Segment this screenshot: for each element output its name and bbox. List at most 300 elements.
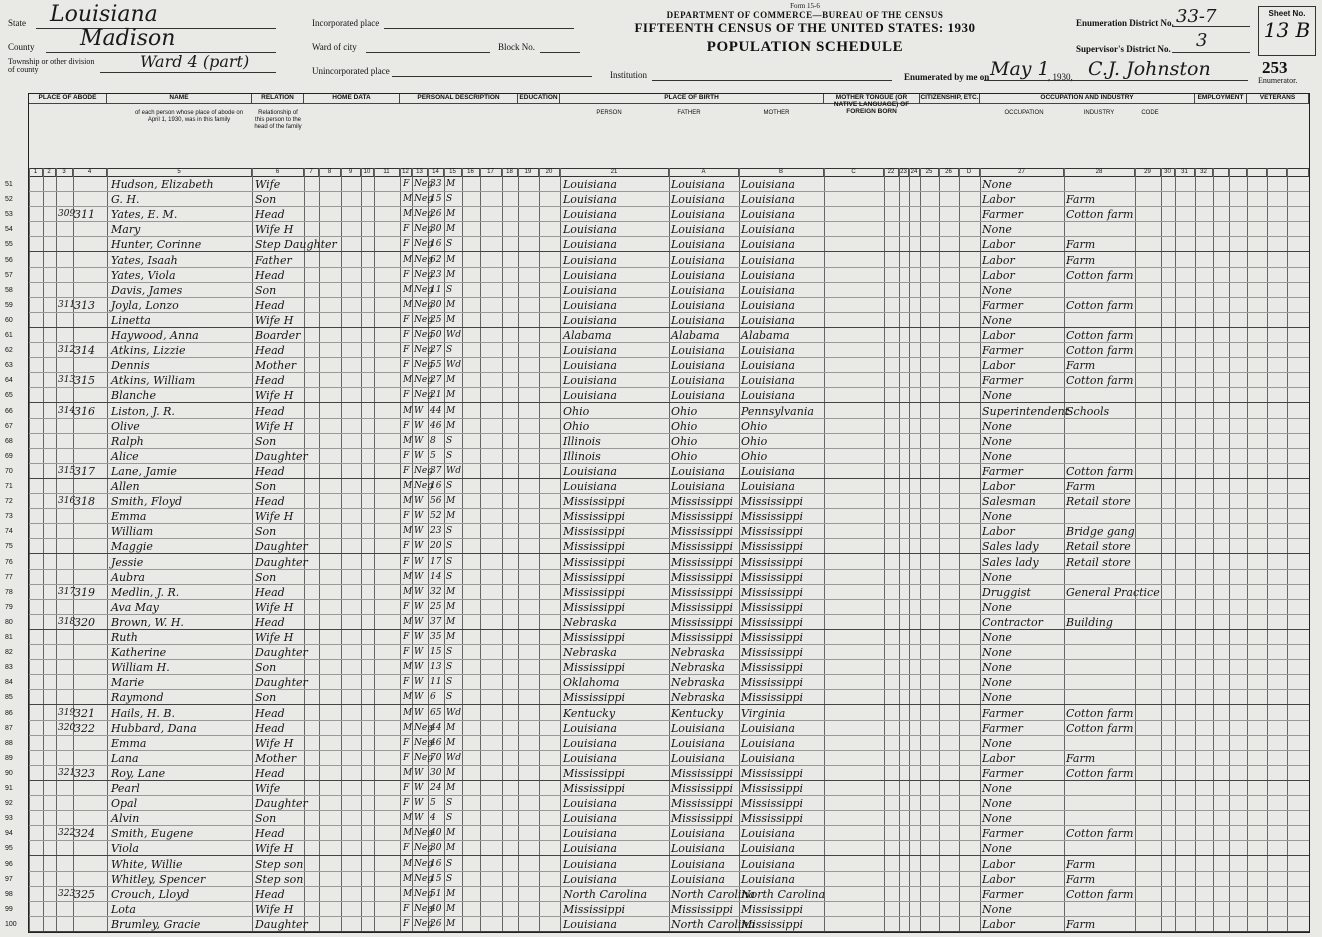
industry: Cotton farm — [1066, 298, 1134, 312]
occupation: Labor — [982, 329, 1015, 342]
person-name: Marie — [111, 676, 145, 690]
table-row — [5, 887, 1309, 902]
race: W — [414, 450, 424, 461]
column-group-header: VETERANS — [1247, 94, 1309, 104]
sex: M — [403, 526, 413, 537]
column-subheader-occupation: OCCUPATION — [1004, 110, 1044, 116]
age: 15 — [430, 873, 442, 884]
ward-label: Ward of city — [312, 42, 357, 52]
age: 62 — [430, 254, 442, 265]
marital-status: M — [446, 511, 456, 522]
birthplace-father: Louisiana — [671, 359, 725, 373]
birthplace-mother: Louisiana — [741, 721, 795, 735]
dwelling-number: 314 — [58, 405, 76, 416]
column-number: 16 — [462, 168, 480, 177]
person-name: White, Willie — [111, 857, 183, 871]
birthplace-father: Louisiana — [671, 872, 725, 886]
dwelling-number: 315 — [58, 465, 76, 476]
sex: F — [403, 465, 410, 476]
industry — [1066, 222, 1134, 237]
person-name: Yates, E. M. — [111, 208, 178, 222]
dwelling-number — [58, 253, 73, 268]
line-number: 64 — [5, 377, 13, 385]
industry: Cotton farm — [1066, 268, 1134, 282]
person-name: Maggie — [111, 540, 153, 554]
birthplace-father: Mississippi — [671, 600, 733, 614]
marital-status: M — [446, 722, 456, 733]
industry — [1066, 796, 1134, 811]
birthplace-father: Louisiana — [671, 223, 725, 237]
race: W — [414, 586, 424, 597]
sex: M — [403, 435, 413, 446]
birthplace-mother: Mississippi — [741, 646, 803, 660]
marital-status: Wd — [446, 707, 462, 718]
table-row — [5, 509, 1309, 524]
occupation: None — [982, 223, 1012, 237]
sex: M — [403, 722, 413, 733]
line-number: 71 — [5, 483, 13, 490]
race: W — [414, 707, 424, 718]
birthplace-person: Mississippi — [563, 540, 625, 554]
age: 44 — [430, 405, 442, 416]
age: 30 — [430, 843, 442, 854]
enum-district-line — [1172, 12, 1250, 27]
birthplace-mother: North Carolina — [741, 887, 826, 901]
birthplace-mother: Mississippi — [741, 525, 803, 539]
birthplace-mother: Mississippi — [741, 691, 803, 705]
dwelling-number — [58, 751, 73, 766]
occupation: None — [982, 283, 1012, 297]
line-number: 70 — [5, 467, 13, 475]
birthplace-person: Louisiana — [563, 193, 617, 207]
birthplace-person: Louisiana — [563, 223, 617, 237]
table-row — [5, 388, 1309, 403]
birthplace-mother: Louisiana — [741, 751, 795, 765]
line-number: 88 — [5, 739, 13, 747]
person-name: Mary — [111, 223, 141, 237]
birthplace-person: Louisiana — [563, 827, 617, 841]
occupation: Druggist — [982, 585, 1031, 599]
family-number — [74, 449, 107, 464]
age: 23 — [430, 269, 442, 280]
column-number: B — [739, 168, 824, 177]
marital-status: M — [446, 390, 456, 401]
enumerated-date: May 1 — [990, 58, 1050, 80]
family-number — [74, 268, 107, 283]
relation: Boarder — [255, 329, 301, 342]
sex: F — [403, 541, 410, 552]
occupation: Labor — [982, 525, 1015, 539]
marital-status: S — [446, 450, 453, 461]
dwelling-number — [58, 539, 73, 554]
table-row — [5, 479, 1309, 494]
birthplace-person: Louisiana — [563, 480, 617, 493]
race: W — [414, 662, 424, 673]
family-number — [74, 751, 107, 766]
column-number: A — [669, 168, 739, 177]
dwelling-number — [58, 388, 73, 403]
relation: Head — [255, 298, 285, 312]
family-number — [74, 283, 107, 298]
sex: M — [403, 692, 413, 703]
birthplace-father: Louisiana — [671, 389, 725, 403]
column-group-header: MOTHER TONGUE (OR NATIVE LANGUAGE) OF FOREIGN BORN — [824, 94, 920, 104]
race: Neg — [414, 194, 433, 205]
relation: Head — [255, 585, 285, 599]
relation: Daughter — [255, 917, 308, 931]
occupation: Farmer — [982, 766, 1023, 780]
unincorporated-label: Unincorporated place — [312, 66, 390, 76]
birthplace-person: Mississippi — [563, 691, 625, 705]
relation: Son — [255, 570, 277, 584]
person-name: Atkins, Lizzie — [111, 344, 186, 358]
column-group-header: PERSONAL DESCRIPTION — [400, 94, 518, 104]
block-label: Block No. — [498, 42, 535, 52]
dwelling-number: 319 — [58, 707, 76, 718]
institution-line — [652, 66, 892, 81]
age: 11 — [430, 284, 442, 295]
family-number — [74, 253, 107, 268]
person-name: Yates, Viola — [111, 268, 176, 282]
birthplace-father: Nebraska — [671, 661, 725, 675]
line-number: 81 — [5, 634, 13, 641]
table-row — [5, 917, 1309, 932]
industry — [1066, 600, 1134, 615]
marital-status: M — [446, 314, 456, 325]
person-name: Olive — [111, 419, 140, 433]
occupation: None — [982, 842, 1012, 856]
relation: Step son — [255, 872, 304, 886]
family-number — [74, 177, 107, 192]
line-number: 95 — [5, 845, 13, 853]
column-number: 2 — [43, 168, 56, 177]
enumerated-label: Enumerated by me on — [904, 72, 990, 82]
industry — [1066, 449, 1134, 464]
column-number — [1213, 168, 1229, 177]
person-name: Ava May — [111, 600, 159, 614]
table-row — [5, 570, 1309, 585]
family-number — [74, 434, 107, 449]
table-row — [5, 539, 1309, 554]
sex: M — [403, 767, 413, 778]
person-name: Allen — [111, 480, 140, 493]
sex: F — [403, 783, 410, 793]
race: Neg — [414, 345, 433, 356]
relation: Head — [255, 495, 285, 509]
occupation: None — [982, 661, 1012, 675]
industry: Farm — [1066, 872, 1096, 886]
industry: Farm — [1066, 751, 1096, 765]
person-name: Whitley, Spencer — [111, 872, 206, 886]
birthplace-person: Louisiana — [563, 389, 617, 403]
age: 30 — [430, 299, 442, 310]
family-number: 313 — [74, 298, 95, 312]
sheet-value: 13 B — [1263, 18, 1311, 42]
title-block — [590, 2, 1020, 56]
person-name: Lana — [111, 751, 139, 765]
relation: Mother — [255, 751, 297, 765]
dwelling-number — [58, 736, 73, 751]
marital-status: S — [446, 194, 453, 205]
birthplace-person: Mississippi — [563, 766, 625, 780]
birthplace-father: Louisiana — [671, 178, 725, 191]
birthplace-person: Mississippi — [563, 661, 625, 675]
table-row — [5, 902, 1309, 917]
sheet-label: Sheet No. — [1268, 9, 1306, 18]
industry — [1066, 811, 1134, 826]
column-number: C — [824, 168, 884, 177]
industry: Farm — [1066, 238, 1096, 252]
birthplace-person: Louisiana — [563, 359, 617, 373]
family-number — [74, 358, 107, 373]
birthplace-father: Louisiana — [671, 827, 725, 841]
age: 27 — [430, 345, 442, 356]
birthplace-mother: Mississippi — [741, 917, 803, 931]
age: 27 — [430, 375, 442, 386]
race: W — [414, 783, 424, 793]
age: 16 — [430, 858, 442, 869]
race: Neg — [414, 314, 433, 325]
birthplace-mother: Louisiana — [741, 193, 795, 207]
relation: Wife H — [255, 631, 294, 644]
table-row — [5, 237, 1309, 252]
dwelling-number — [58, 811, 73, 826]
birthplace-person: Louisiana — [563, 313, 617, 327]
age: 17 — [430, 556, 442, 567]
birthplace-mother: Louisiana — [741, 253, 795, 267]
occupation: Labor — [982, 268, 1015, 282]
birthplace-mother: Alabama — [741, 329, 790, 342]
industry — [1066, 434, 1134, 449]
birthplace-person: Mississippi — [563, 570, 625, 584]
occupation: Farmer — [982, 887, 1023, 901]
industry — [1066, 660, 1134, 675]
marital-status: Wd — [446, 752, 462, 763]
birthplace-father: Mississippi — [671, 570, 733, 584]
marital-status: M — [446, 375, 456, 386]
person-name: Atkins, William — [111, 374, 196, 388]
relation: Daughter — [255, 540, 308, 554]
column-number: 7 — [304, 168, 319, 177]
family-number — [74, 781, 107, 796]
industry — [1066, 313, 1134, 328]
person-name: Ralph — [111, 434, 144, 448]
dwelling-number — [58, 177, 73, 192]
birthplace-person: Mississippi — [563, 631, 625, 644]
birthplace-person: Louisiana — [563, 736, 617, 750]
birthplace-person: North Carolina — [563, 887, 648, 901]
marital-status: M — [446, 843, 456, 854]
family-number: 311 — [74, 208, 95, 222]
column-group-header: EMPLOYMENT — [1195, 94, 1247, 104]
industry — [1066, 736, 1134, 751]
dwelling-number — [58, 675, 73, 690]
age: 52 — [430, 511, 442, 522]
industry: Cotton farm — [1066, 208, 1134, 222]
age: 65 — [430, 707, 442, 718]
race: W — [414, 405, 424, 416]
line-number: 92 — [5, 800, 13, 808]
line-number: 65 — [5, 392, 13, 400]
sex: M — [403, 209, 413, 220]
industry — [1066, 388, 1134, 403]
family-number — [74, 388, 107, 403]
dwelling-number: 311 — [58, 299, 76, 310]
race: W — [414, 798, 424, 809]
table-row — [5, 826, 1309, 841]
marital-status: M — [446, 405, 456, 416]
sex: M — [403, 299, 413, 310]
marital-status: M — [446, 179, 456, 189]
dwelling-number — [58, 917, 73, 932]
line-number: 60 — [5, 316, 13, 324]
race: W — [414, 813, 424, 824]
sex: M — [403, 873, 413, 884]
family-number: 321 — [74, 706, 95, 720]
birthplace-mother: Mississippi — [741, 782, 803, 795]
census-title: FIFTEENTH CENSUS OF THE UNITED STATES: 1930 — [634, 20, 976, 35]
birthplace-mother: Louisiana — [741, 313, 795, 327]
race: Neg — [414, 873, 433, 884]
occupation: Labor — [982, 751, 1015, 765]
person-name: William — [111, 525, 154, 539]
state-label: State — [8, 18, 26, 28]
enum-district-value: 33-7 — [1176, 6, 1217, 27]
occupation: Labor — [982, 193, 1015, 207]
occupation: None — [982, 434, 1012, 448]
person-name: Katherine — [111, 646, 167, 660]
occupation: Farmer — [982, 344, 1023, 358]
column-number: 3 — [56, 168, 73, 177]
table-row — [5, 253, 1309, 268]
industry: Cotton farm — [1066, 721, 1134, 735]
race: Neg — [414, 828, 433, 839]
line-number: 89 — [5, 754, 13, 762]
birthplace-person: Louisiana — [563, 857, 617, 871]
occupation: None — [982, 902, 1012, 916]
dwelling-number — [58, 283, 73, 298]
family-number — [74, 902, 107, 917]
person-name: Raymond — [111, 691, 164, 705]
birthplace-mother: Louisiana — [741, 842, 795, 856]
relation: Daughter — [255, 555, 308, 569]
industry — [1066, 690, 1134, 705]
birthplace-mother: Mississippi — [741, 631, 803, 644]
incorporated-label: Incorporated place — [312, 18, 380, 28]
line-number: 79 — [5, 603, 13, 611]
birthplace-mother: Louisiana — [741, 298, 795, 312]
occupation: Labor — [982, 359, 1015, 373]
column-subheader-name: of each person whose place of abode on April 1, 1930, was in this family — [134, 110, 244, 123]
birthplace-mother: Louisiana — [741, 374, 795, 388]
dwelling-number — [58, 313, 73, 328]
sex: M — [403, 828, 413, 839]
table-row — [5, 177, 1309, 192]
race: W — [414, 616, 424, 627]
race: Neg — [414, 481, 433, 491]
table-row — [5, 600, 1309, 615]
column-group-header: HOME DATA — [304, 94, 400, 104]
person-name: Blanche — [111, 389, 156, 403]
birthplace-father: Louisiana — [671, 721, 725, 735]
relation: Wife — [255, 782, 281, 795]
birthplace-father: Louisiana — [671, 374, 725, 388]
line-number: 66 — [5, 407, 13, 415]
dwelling-number: 317 — [58, 586, 76, 597]
marital-status: M — [446, 299, 456, 310]
relation: Son — [255, 812, 277, 826]
dwelling-number — [58, 328, 73, 343]
column-subheader-birth-person: PERSON — [596, 110, 622, 116]
race: Neg — [414, 360, 433, 371]
schedule-title: POPULATION SCHEDULE — [706, 39, 904, 55]
birthplace-father: Nebraska — [671, 691, 725, 705]
relation: Daughter — [255, 797, 308, 811]
table-row — [5, 283, 1309, 298]
line-number: 100 — [5, 920, 17, 928]
birthplace-father: North Carolina — [671, 887, 756, 901]
person-name: Hudson, Elizabeth — [111, 178, 214, 191]
age: 55 — [430, 360, 442, 371]
table-row — [5, 404, 1309, 419]
birthplace-person: Louisiana — [563, 917, 617, 931]
sex: F — [403, 269, 410, 280]
race: W — [414, 677, 424, 688]
person-name: Liston, J. R. — [111, 404, 175, 418]
family-number — [74, 524, 107, 539]
family-number — [74, 872, 107, 887]
sex: M — [403, 405, 413, 416]
column-number: 23 — [899, 168, 909, 177]
family-number — [74, 630, 107, 645]
birthplace-father: Mississippi — [671, 615, 733, 629]
industry: Farm — [1066, 359, 1096, 373]
birthplace-person: Louisiana — [563, 238, 617, 252]
race: Neg — [414, 752, 433, 763]
family-number: 318 — [74, 495, 95, 509]
line-number: 56 — [5, 256, 13, 264]
industry: Retail store — [1066, 495, 1131, 509]
person-name: Brumley, Gracie — [111, 917, 201, 931]
sex: F — [403, 360, 410, 371]
person-name: Davis, James — [111, 283, 183, 297]
dwelling-number: 312 — [58, 345, 76, 356]
birthplace-person: Louisiana — [563, 178, 617, 191]
line-number: 93 — [5, 815, 13, 823]
column-number: 32 — [1195, 168, 1213, 177]
birthplace-person: Ohio — [563, 419, 590, 433]
birthplace-father: Ohio — [671, 449, 698, 463]
race: Neg — [414, 903, 433, 914]
relation: Father — [255, 253, 292, 267]
birthplace-mother: Mississippi — [741, 540, 803, 554]
marital-status: S — [446, 692, 453, 703]
line-number: 85 — [5, 694, 13, 702]
age: 37 — [430, 616, 442, 627]
family-number — [74, 509, 107, 524]
industry: Bridge gang — [1066, 525, 1135, 539]
age: 14 — [430, 571, 442, 582]
table-row — [5, 434, 1309, 449]
sex: F — [403, 179, 410, 189]
birthplace-person: Mississippi — [563, 510, 625, 524]
person-name: Viola — [111, 842, 139, 856]
family-number — [74, 917, 107, 932]
age: 4 — [430, 813, 436, 824]
occupation: None — [982, 510, 1012, 524]
occupation: None — [982, 691, 1012, 705]
dwelling-number — [58, 237, 73, 252]
